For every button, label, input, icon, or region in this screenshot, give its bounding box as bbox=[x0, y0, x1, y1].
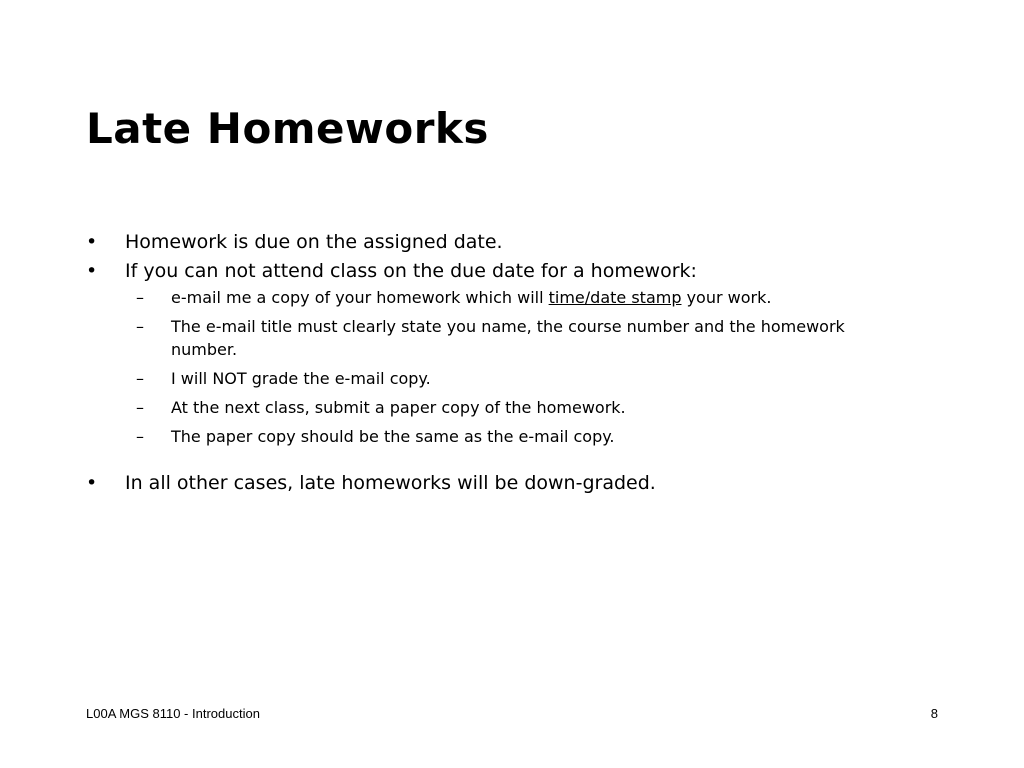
sub-bullet-marker: – bbox=[136, 317, 144, 336]
sub-bullet-list bbox=[125, 286, 946, 448]
sub-bullet-text: The paper copy should be the same as the e-mail copy. bbox=[171, 427, 615, 446]
bullet-text: In all other cases, late homeworks will be down-graded. bbox=[125, 472, 656, 494]
slide-title: Late Homeworks bbox=[86, 104, 489, 153]
sub-bullet-item bbox=[125, 286, 871, 309]
sub-bullet-text: At the next class, submit a paper copy of the homework. bbox=[171, 398, 626, 417]
bullet-marker: • bbox=[86, 260, 98, 282]
sub-bullet-text-before: e-mail me a copy of your homework which will bbox=[171, 288, 549, 307]
footer-course-label: L00A MGS 8110 - Introduction bbox=[86, 706, 260, 721]
bullet-text: Homework is due on the assigned date. bbox=[125, 231, 503, 253]
sub-bullet-item bbox=[125, 396, 871, 419]
sub-bullet-item bbox=[125, 315, 871, 361]
sub-bullet-item bbox=[125, 425, 871, 448]
bullet-item bbox=[86, 229, 946, 255]
sub-bullet-text-after: your work. bbox=[681, 288, 772, 307]
time-date-stamp-underlined: time/date stamp bbox=[548, 288, 682, 307]
bullet-text: If you can not attend class on the due date for a homework: bbox=[125, 260, 697, 282]
bullet-item bbox=[86, 258, 946, 448]
sub-bullet-marker: – bbox=[136, 427, 144, 446]
bullet-marker: • bbox=[86, 472, 98, 494]
sub-bullet-item bbox=[125, 367, 871, 390]
bullet-item bbox=[86, 470, 946, 496]
sub-bullet-marker: – bbox=[136, 398, 144, 417]
bullet-marker: • bbox=[86, 231, 98, 253]
sub-bullet-text: I will NOT grade the e-mail copy. bbox=[171, 369, 431, 388]
footer-page-number: 8 bbox=[930, 706, 938, 721]
bullet-list bbox=[86, 229, 946, 499]
sub-bullet-marker: – bbox=[136, 288, 144, 307]
sub-bullet-marker: – bbox=[136, 369, 144, 388]
sub-bullet-text: The e-mail title must clearly state you name, the course number and the homework number. bbox=[171, 317, 845, 359]
